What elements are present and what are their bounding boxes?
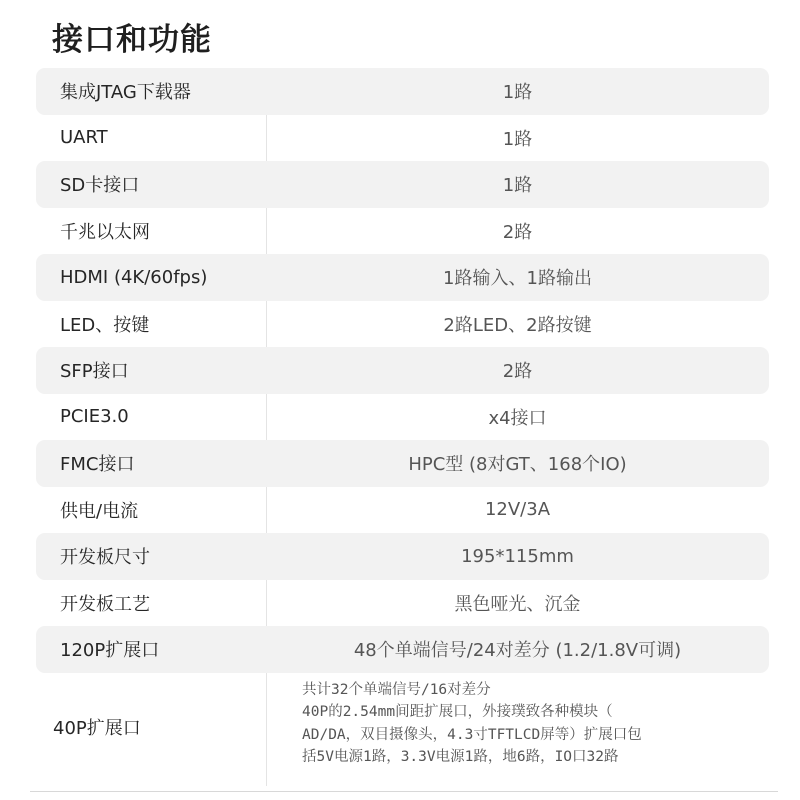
table-row xyxy=(36,254,769,301)
table-row xyxy=(36,68,769,115)
row-label: 集成JTAG下载器 xyxy=(60,82,191,104)
row-value: 黑色哑光、沉金 xyxy=(454,593,581,615)
row-label: SD卡接口 xyxy=(60,175,140,197)
row-label: 供电/电流 xyxy=(60,500,139,522)
row-label: SFP接口 xyxy=(60,361,129,383)
row-label: PCIE3.0 xyxy=(60,406,129,428)
row-label: HDMI (4K/60fps) xyxy=(60,266,208,288)
spec-table xyxy=(36,68,769,781)
table-row xyxy=(36,347,769,394)
row-value: 195*115mm xyxy=(461,545,574,567)
value-line: 40P的2.54mm间距扩展口，外接璞致各种模块（ xyxy=(302,704,613,720)
bottom-divider xyxy=(30,791,778,792)
table-row xyxy=(36,161,769,208)
row-value: 12V/3A xyxy=(484,499,551,521)
table-row xyxy=(36,115,769,162)
row-label: UART xyxy=(60,127,108,149)
row-value: x4接口 xyxy=(488,407,547,429)
row-label: FMC接口 xyxy=(60,454,135,476)
row-label: 开发板工艺 xyxy=(60,593,150,615)
row-value: 48个单端信号/24对差分 (1.2/1.8V可调) xyxy=(353,640,682,662)
row-label: LED、按键 xyxy=(60,314,150,336)
value-line: 共计32个单端信号/16对差分 xyxy=(302,681,491,698)
row-value-multiline xyxy=(302,679,752,769)
row-value: 1路 xyxy=(502,175,533,197)
row-value: 1路 xyxy=(502,82,533,104)
row-label: 千兆以太网 xyxy=(60,221,150,243)
page-title: 接口和功能 xyxy=(52,22,212,58)
row-label: 120P扩展口 xyxy=(60,640,160,662)
row-label: 开发板尺寸 xyxy=(60,547,150,569)
table-row xyxy=(36,673,769,781)
value-line: AD/DA，双目摄像头，4.3寸TFTLCD屏等）扩展口包 xyxy=(302,726,642,743)
row-value: 2路LED、2路按键 xyxy=(443,314,592,336)
table-row xyxy=(36,487,769,534)
row-value: 2路 xyxy=(502,361,533,383)
row-label: 40P扩展口 xyxy=(53,717,141,739)
row-value: 2路 xyxy=(502,221,533,243)
table-row xyxy=(36,394,769,441)
row-value: 1路输入、1路输出 xyxy=(443,268,592,290)
table-row xyxy=(36,301,769,348)
table-row xyxy=(36,440,769,487)
table-row xyxy=(36,208,769,255)
table-row xyxy=(36,626,769,673)
row-value: 1路 xyxy=(502,128,533,150)
table-row xyxy=(36,580,769,627)
table-row xyxy=(36,533,769,580)
value-line: 括5V电源1路，3.3V电源1路，地6路，IO口32路 xyxy=(302,749,619,765)
row-value: HPC型 (8对GT、168个IO) xyxy=(408,454,627,476)
